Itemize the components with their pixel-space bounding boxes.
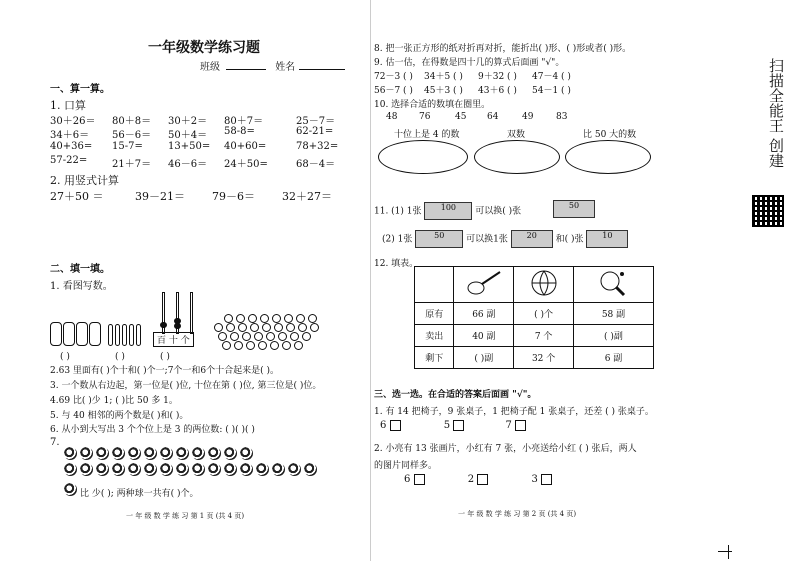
basketball-icon [64,447,77,460]
dot [218,332,227,341]
table-cell: 66 副 [454,303,514,325]
dot [242,332,251,341]
dot [246,341,255,350]
class-label: 班级 [200,62,220,73]
oral-item: 25－7＝ [296,116,336,127]
q9-item: 72－3 ( ) [374,72,413,82]
basketball-icon [224,447,237,460]
q11-1-prefix: 11. (1) 1张 [374,206,422,217]
banknote-10-icon: 10 [586,230,628,248]
q2-1-blank-2: ( ) [115,352,125,362]
oral-item: 80＋7＝ [224,116,264,127]
oral-item: 50＋4＝ [168,130,208,141]
dot [250,323,259,332]
q2-5-text: 5. 与 40 相邻的两个数是( )和( )。 [50,411,189,421]
oral-item: 30＋26＝ [50,116,96,127]
q10-number: 48 [386,112,398,122]
table-cell: ( )副 [454,347,514,369]
s3-q2-opt-3: 3 [531,474,538,485]
s3-q2-check-2[interactable] [477,474,488,485]
oral-calc-title: 1. 口算 [50,99,86,112]
football-icon [176,463,189,476]
oral-item: 80＋8＝ [112,116,152,127]
q8-text: 8. 把一张正方形的纸对折再对折，能折出( )形、( )形或者( )形。 [374,44,632,54]
dot [236,314,245,323]
table-row [415,303,654,325]
vertical-item-1: 27＋50 ＝ [50,190,104,203]
banknote-100-icon: 100 [424,202,472,220]
section-2-title: 二、填一填。 [50,264,110,275]
q10-label-2: 双数 [507,130,526,140]
q2-1-blank-3: ( ) [160,352,170,362]
dot [302,332,311,341]
basketball-icon [80,447,93,460]
oral-item: 58-8= [224,126,255,137]
q10-text: 10. 选择合适的数填在圈里。 [374,100,491,110]
s3-q2-opt-1: 6 [404,474,411,485]
q9-text: 9. 估一估，在得数是四十几的算式后面画 "√"。 [374,58,565,68]
name-label: 姓名 [275,62,296,73]
oral-item: 78+32= [296,141,339,152]
s3-q1-text: 1. 有 14 把椅子，9 张桌子，1 把椅子配 1 张桌子，还差 ( ) 张桌子。 [374,407,654,417]
table-row-head: 卖出 [415,325,454,347]
q12-text: 12. 填表。 [374,259,419,269]
football-icon [240,463,253,476]
oral-item: 13+50= [168,141,211,152]
s3-q1-check-1[interactable] [390,420,401,431]
oral-item: 57-22= [50,155,88,166]
q11-2-line [382,230,628,248]
vertical-item-3: 79－6＝ [212,190,255,203]
table-row-head: 剩下 [415,347,454,369]
s3-q2-options [404,474,552,485]
basketball-icon [128,447,141,460]
q12-table [414,266,654,369]
table-row-head: 原有 [415,303,454,325]
dot [298,323,307,332]
left-page-footer: 一 年 级 数 学 练 习 第 1 页 (共 4 页) [126,512,245,520]
dot [278,332,287,341]
football-icon [64,463,77,476]
oral-item: 62-21= [296,126,334,137]
qr-code-icon [752,195,784,227]
section-1-title: 一、算一算。 [50,84,110,95]
watermelon-ball-icon [514,267,574,303]
vertical-calc-title: 2. 用竖式计算 [50,174,119,187]
football-icon [256,463,269,476]
football-icon [192,463,205,476]
s3-q1-opt-2: 5 [443,420,451,431]
q11-2-prefix: (2) 1张 [382,234,413,245]
right-page-footer: 一 年 级 数 学 练 习 第 2 页 (共 4 页) [458,510,577,518]
footballs-row [64,461,320,480]
q2-1-text: 1. 看图写数。 [50,281,113,292]
q2-3-text: 3. 一个数从右边起，第一位是( )位, 十位在第 ( )位, 第三位是( )位。 [50,381,322,391]
q9-item: 43＋6 ( ) [478,86,517,96]
basketball-icon [240,447,253,460]
oral-item: 46－6＝ [168,159,208,170]
basketball-icon [160,447,173,460]
basketball-icon [144,447,157,460]
table-cell: ( )副 [573,325,653,347]
table-row [415,347,654,369]
oral-item: 24＋50= [224,159,268,170]
oral-item: 40+60= [224,141,267,152]
s3-q2-check-3[interactable] [541,474,552,485]
table-cell: 58 副 [573,303,653,325]
banknote-50-icon-2: 50 [415,230,463,248]
q9-item: 45＋3 ( ) [424,86,463,96]
oral-item: 21＋7＝ [112,159,152,170]
s3-q2-text-2: 的图片同样多。 [374,461,438,471]
dot [248,314,257,323]
class-blank [226,69,266,70]
q10-circle-tens-4[interactable] [378,140,468,174]
abacus-label: 百 十 个 [153,332,194,347]
q2-6-text: 6. 从小到大写出 3 个个位上是 3 的两位数: ( )( )( ) [50,425,255,435]
football-icon [144,463,157,476]
vertical-item-4: 32＋27＝ [282,190,332,203]
q2-2-text: 2.63 里面有( )个十和( )个一;7个一和6个十合起来是( )。 [50,366,280,376]
oral-item: 40+36= [50,141,93,152]
name-blank [299,69,345,70]
dot [272,314,281,323]
scanner-watermark-text: 扫描全能王 创建 [767,58,785,168]
basketball-icon [112,447,125,460]
page-title: 一年级数学练习题 [148,40,260,56]
ball-compare-line [64,481,199,500]
dot [214,323,223,332]
dot [260,314,269,323]
table-cell: 7 个 [514,325,574,347]
football-icon [96,463,109,476]
s3-q1-opt-3: 7 [505,420,512,431]
q10-number: 76 [419,112,431,122]
dot [290,332,299,341]
q10-label-3: 比 50 大的数 [583,130,637,140]
dot [308,314,317,323]
page-fold-divider [370,0,371,561]
q10-circle-even[interactable] [474,140,560,174]
crop-mark [728,545,729,559]
crop-mark-horizontal [718,551,732,552]
q11-1-line [374,202,521,220]
dot [224,314,233,323]
dot [238,323,247,332]
oral-item: 56－6＝ [112,130,152,141]
q11-2-middle: 可以换1张 [466,234,508,245]
q10-number: 49 [522,112,534,122]
s3-q2-opt-2: 2 [467,474,475,485]
basketball-icon [208,447,221,460]
dot [230,332,239,341]
basketball-icon [96,447,109,460]
s3-q1-opt-1: 6 [380,420,387,431]
oral-item: 68－4＝ [296,159,336,170]
table-row [415,325,654,347]
football-icon [272,463,285,476]
oral-item: 30＋2＝ [168,116,208,127]
dot [258,341,267,350]
dot [234,341,243,350]
dot [296,314,305,323]
s3-q1-check-3[interactable] [515,420,526,431]
table-cell: ( )个 [514,303,574,325]
q9-item: 34＋5 ( ) [424,72,463,82]
class-field [200,58,345,73]
football-icon [288,463,301,476]
dot [222,341,231,350]
banknote-50-icon: 50 [553,193,595,218]
q9-item: 47－4 ( ) [532,72,571,82]
football-icon [304,463,317,476]
q2-7-text: 比 少( ); 两种球一共有( )个。 [80,489,199,499]
table-cell: 32 个 [514,347,574,369]
q9-item: 56－7 ( ) [374,86,413,96]
q10-circle-over-50[interactable] [565,140,651,174]
football-icon [64,483,77,496]
dot [282,341,291,350]
q9-item: 9＋32 ( ) [478,72,517,82]
table-corner [415,267,454,303]
oral-item: 15-7= [112,141,143,152]
ping-pong-paddle-icon [573,267,653,303]
dot [266,332,275,341]
dot [254,332,263,341]
football-icon [160,463,173,476]
section-3-title: 三、选一选。在合适的答案后面画 "√"。 [374,390,537,400]
q10-number: 64 [487,112,499,122]
q11-1-suffix: 可以换( )张 [475,206,522,217]
football-icon [208,463,221,476]
dot [262,323,271,332]
dot [310,323,319,332]
vertical-item-2: 39－21＝ [135,190,185,203]
dot [286,323,295,332]
q2-4-text: 4.69 比( )少 1; ( )比 50 多 1。 [50,396,178,406]
football-icon [224,463,237,476]
q11-2-suffix: 和( )张 [555,234,584,245]
football-icon [112,463,125,476]
table-cell: 6 副 [573,347,653,369]
basketball-icon [176,447,189,460]
s3-q2-text-1: 2. 小亮有 13 张画片，小红有 7 张，小亮送给小红 ( ) 张后，两人 [374,444,637,454]
q2-7-number: 7. [50,437,60,448]
football-icon [80,463,93,476]
oral-item: 34＋6＝ [50,130,90,141]
dot [274,323,283,332]
football-icon [128,463,141,476]
s3-q1-check-2[interactable] [453,420,464,431]
q9-item: 54－1 ( ) [532,86,571,96]
dot [284,314,293,323]
dot [226,323,235,332]
q10-label-1: 十位上是 4 的数 [394,130,460,140]
table-cell: 40 副 [454,325,514,347]
q10-number: 83 [556,112,568,122]
dot [270,341,279,350]
s3-q2-check-1[interactable] [414,474,425,485]
s3-q1-options [380,420,526,431]
badminton-racket-icon [454,267,514,303]
basketball-icon [192,447,205,460]
q10-number: 45 [455,112,467,122]
q2-1-blank-1: ( ) [60,352,70,362]
dot [294,341,303,350]
banknote-20-icon: 20 [511,230,553,248]
